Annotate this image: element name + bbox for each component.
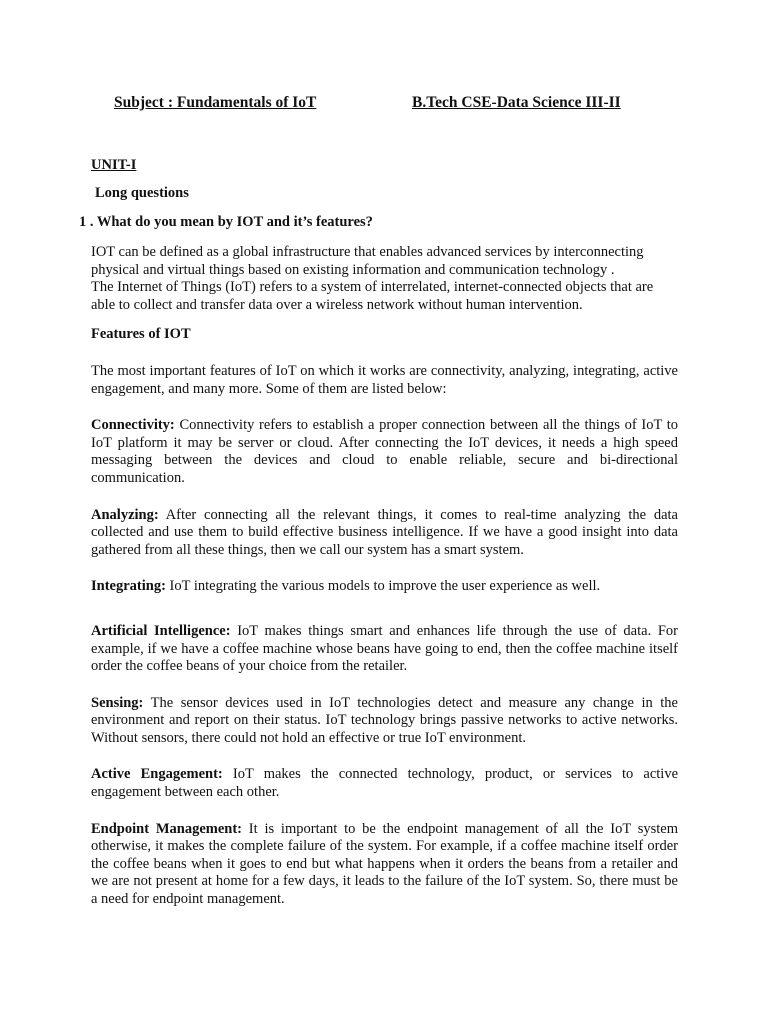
intro-paragraph [91, 244, 678, 314]
feature-term: Artificial Intelligence: [91, 622, 231, 639]
feature-term: Integrating: [91, 578, 166, 595]
section-label: Long questions [95, 185, 189, 201]
feature-text: IoT makes things smart and enhances life through the use of data. For example, if we have a coffee machine whose beans have going to end, then the coffee machine itself order the coffee beans of your choice from the retailer. [91, 622, 678, 675]
feature-term: Sensing: [91, 694, 144, 711]
document-body [91, 244, 678, 909]
intro-line-1: IOT can be defined as a global infrastructure that enables advanced services by interconnecting physical and virtual things based on existing information and communication technology . [91, 244, 644, 278]
feature-integrating [91, 578, 678, 596]
feature-connectivity [91, 417, 678, 487]
intro-line-2: The Internet of Things (IoT) refers to a system of interrelated, internet-connected objects that are able to collect and transfer data over a wireless network without human intervention. [91, 279, 654, 313]
feature-term: Active Engagement: [91, 766, 223, 783]
feature-text: The sensor devices used in IoT technologies detect and measure any change in the environment and report on their status. IoT technology brings passive networks to active networks. Without sensors, there could not hold an effective or true IoT environment. [91, 694, 678, 746]
features-heading: Features of IOT [91, 326, 191, 343]
features-intro: The most important features of IoT on which it works are connectivity, analyzing, integrating, active engagement, and many more. Some of them are listed below: [91, 362, 678, 397]
feature-sensing [91, 695, 678, 748]
feature-text: It is important to be the endpoint management of all the IoT system otherwise, it makes the complete failure of the system. For example, if a coffee machine itself order the coffee beans when it goes to end but what happens when it orders the beans from a retailer and we are not present at home for a few days, it leads to the failure of the IoT system. So, there must be a need for endpoint management. [91, 820, 678, 908]
feature-text: After connecting all the relevant things, it comes to real-time analyzing the data collected and use them to build effective business intelligence. If we have a good insight into data gathered from all these things, then we call our system has a smart system. [91, 506, 678, 558]
feature-term: Endpoint Management: [91, 820, 243, 837]
subject-title: Subject : Fundamentals of IoT [114, 94, 317, 111]
unit-heading: UNIT-I [91, 157, 137, 173]
feature-text: Connectivity refers to establish a proper connection between all the things of IoT to IoT platform it may be server or cloud. After connecting the IoT devices, it needs a high speed messaging between the devices and cloud to enable reliable, secure and bi-directional communication. [91, 417, 678, 486]
question-heading: 1 . What do you mean by IOT and it’s features? [79, 214, 373, 230]
feature-term: Analyzing: [91, 506, 159, 523]
course-title: B.Tech CSE-Data Science III-II [412, 94, 621, 111]
feature-term: Connectivity: [91, 417, 175, 434]
feature-endpoint-management [91, 821, 678, 909]
feature-active-engagement [91, 766, 678, 801]
feature-text: IoT makes the connected technology, product, or services to active engagement between each other. [91, 766, 679, 801]
feature-text: IoT integrating the various models to improve the user experience as well. [165, 578, 601, 595]
feature-artificial-intelligence [91, 623, 678, 676]
feature-analyzing [91, 507, 678, 560]
